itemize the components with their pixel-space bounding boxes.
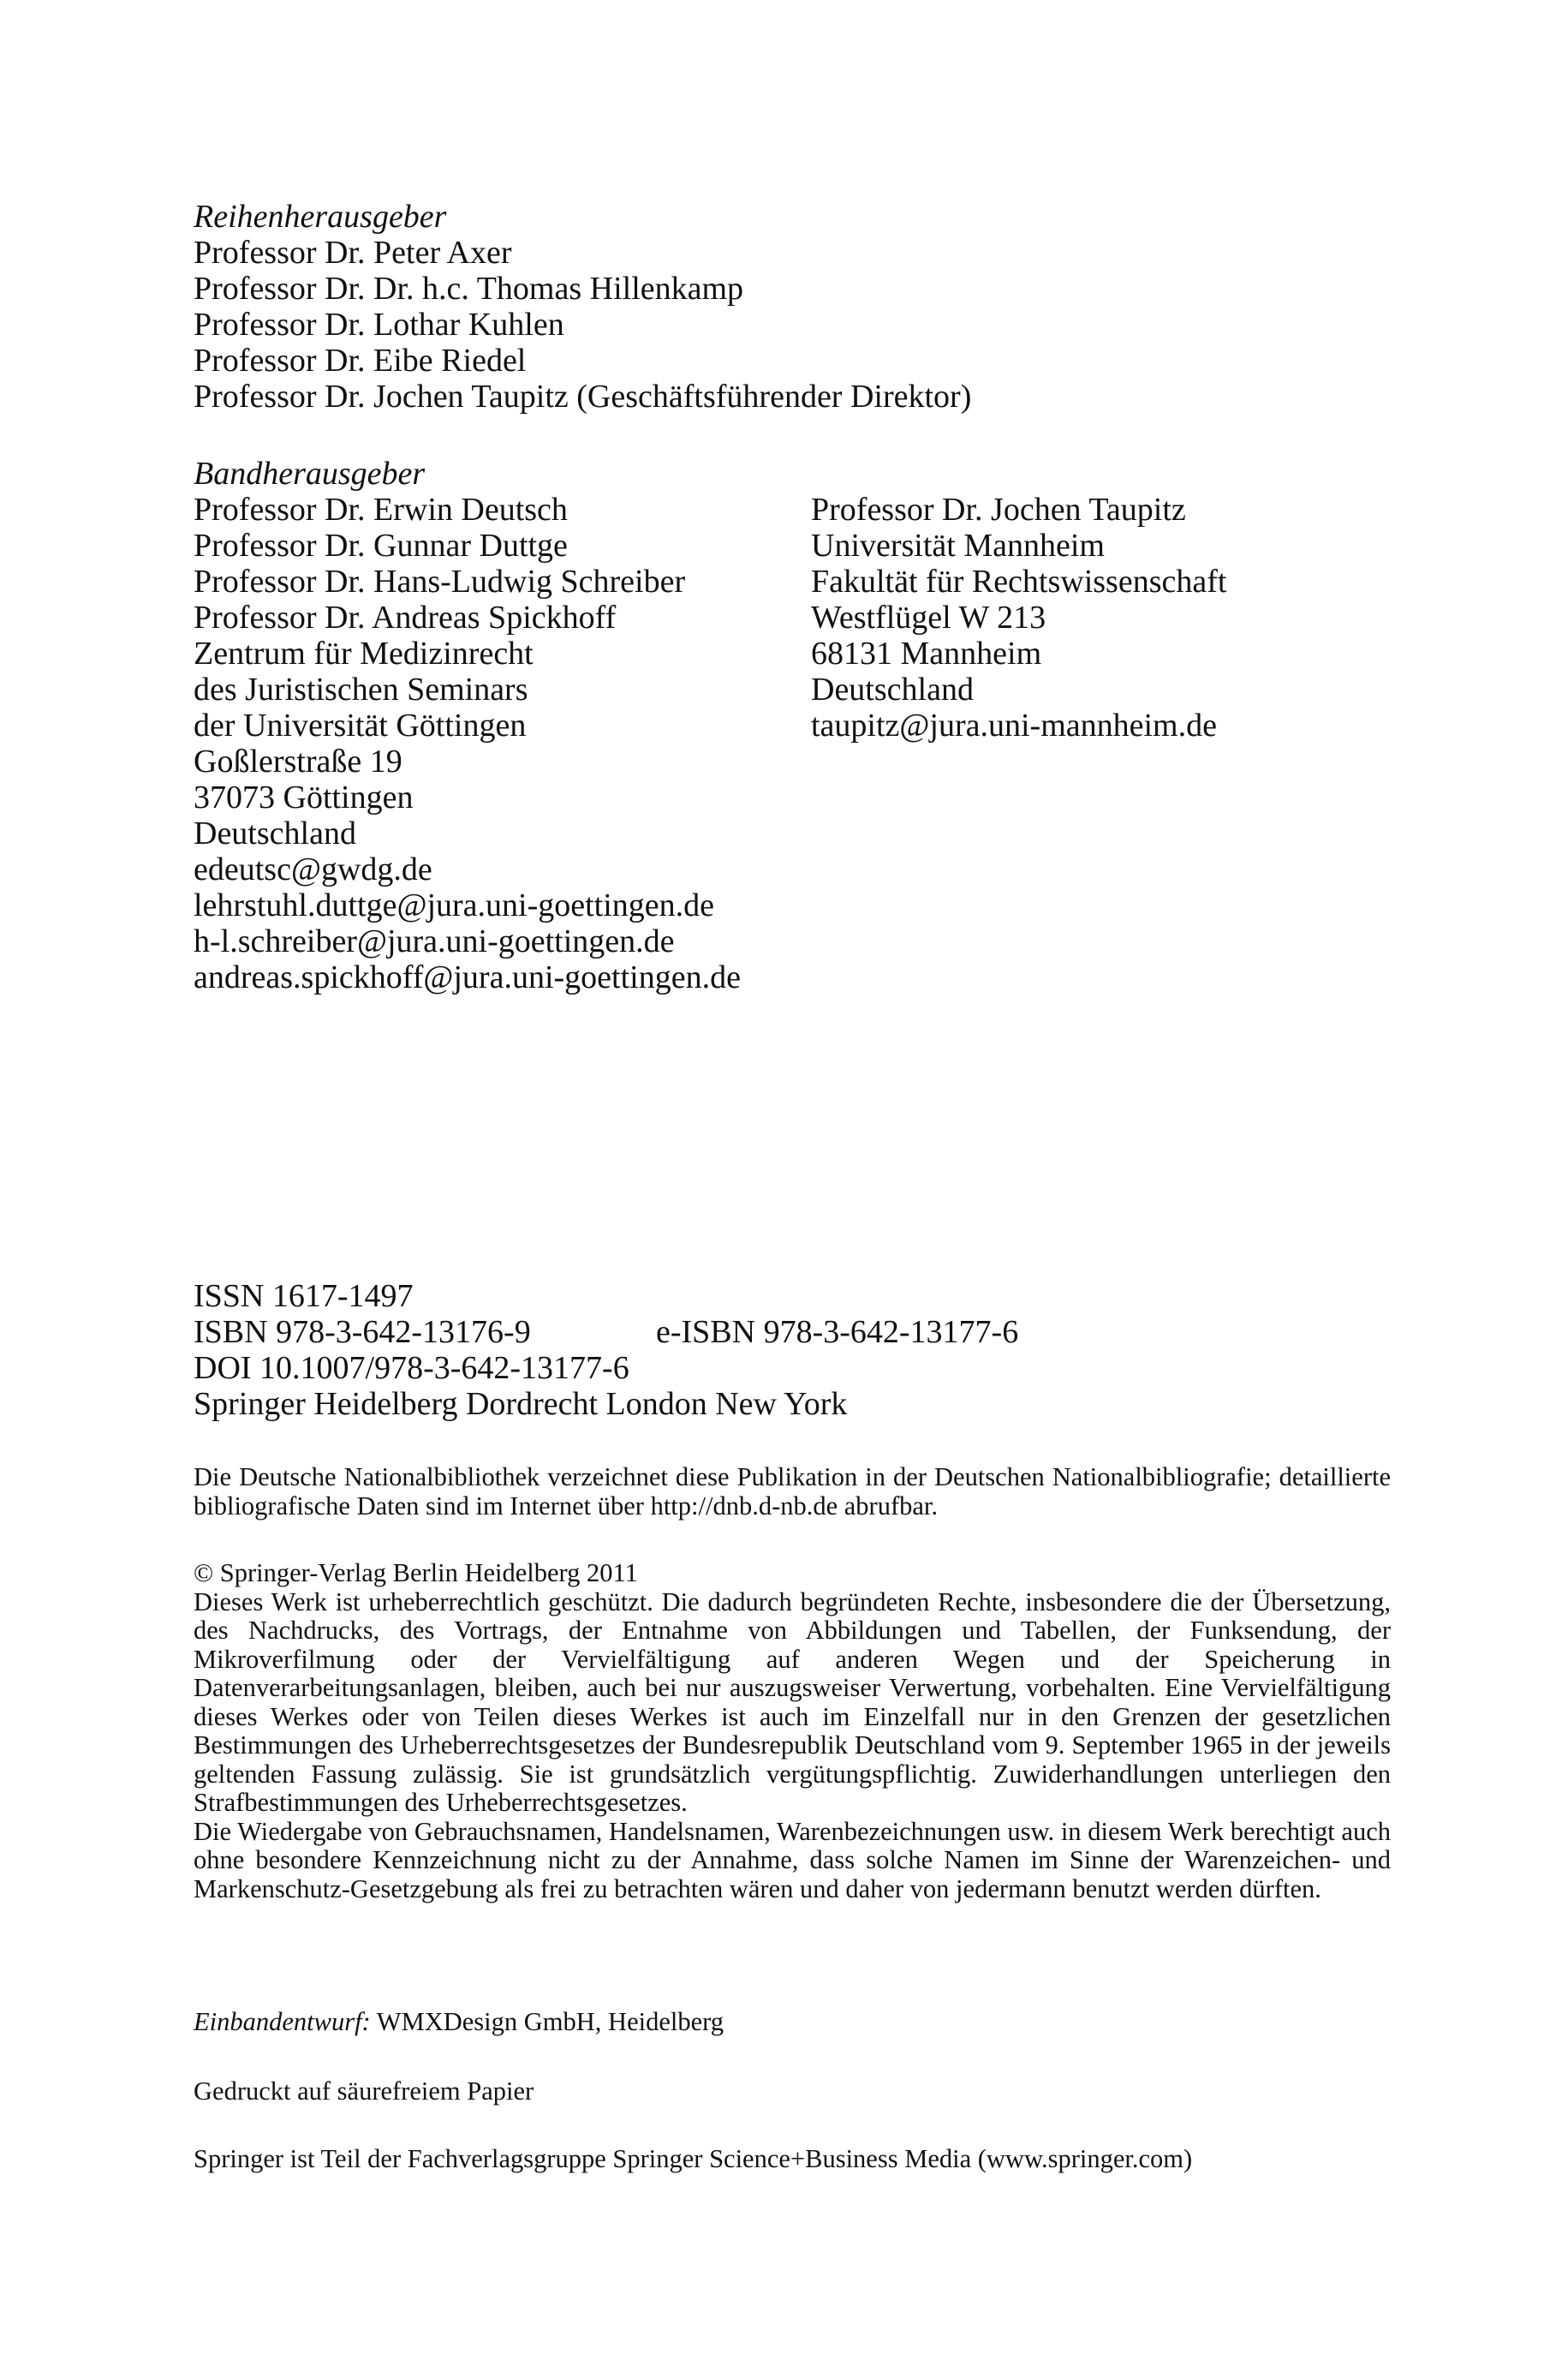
email-address: taupitz@jura.uni-mannheim.de xyxy=(811,708,1217,744)
doi: DOI 10.1007/978-3-642-13177-6 xyxy=(194,1350,629,1386)
address-line: Zentrum für Medizinrecht xyxy=(194,636,534,672)
series-editor-name: Professor Dr. Jochen Taupitz (Geschäftsführender Direktor) xyxy=(194,379,972,415)
copyright-line: © Springer-Verlag Berlin Heidelberg 2011 xyxy=(194,1558,638,1587)
springer-note: Springer ist Teil der Fachverlagsgruppe Springer Science+Business Media (www.springer.com) xyxy=(194,2144,1193,2173)
copyright-paragraph: Dieses Werk ist urheberrechtlich geschützt. Die dadurch begründeten Rechte, insbesondere die der Übersetzung, des Nachdrucks, des Vortrags, der Entnahme von Abbildungen und Tabellen, der Funksendung, der Mikroverfilmung oder der Vervielfältigung auf anderen Wegen und der Speicherung in Datenverarbeitungsanlagen, bleiben, auch bei nur auszugsweiser Verwertung, vorbehalten. Eine Vervielfältigung dieses Werkes oder von Teilen dieses Werkes ist auch im Einzelfall nur in den Grenzen der gesetzlichen Bestimmungen des Urheberrechtsgesetzes der Bundesrepublik Deutschland vom 9. September 1965 in der jeweils geltenden Fassung zulässig. Sie ist grundsätzlich vergütungspflichtig. Zuwiderhandlungen unterliegen den Strafbestimmungen des Urheberrechtsgesetzes. xyxy=(194,1586,1391,1817)
publisher-locations: Springer Heidelberg Dordrecht London New York xyxy=(194,1386,848,1422)
address-line: der Universität Göttingen xyxy=(194,708,527,744)
trademark-paragraph: Die Wiedergabe von Gebrauchsnamen, Handelsnamen, Warenbezeichnungen usw. in diesem Werk berechtigt auch ohne besondere Kennzeichnung nicht zu der Annahme, dass solche Namen im Sinne der Warenzeichen- und Markenschutz-Gesetzgebung als frei zu betrachten wären und daher von jedermann benutzt werden dürften. xyxy=(194,1816,1391,1903)
email-address: edeutsc@gwdg.de xyxy=(194,851,432,887)
email-address: lehrstuhl.duttge@jura.uni-goettingen.de xyxy=(194,887,715,923)
volume-editor-name: Professor Dr. Jochen Taupitz xyxy=(811,492,1186,528)
volume-editor-name: Professor Dr. Hans-Ludwig Schreiber xyxy=(194,564,686,600)
address-line: Westflügel W 213 xyxy=(811,600,1046,636)
address-line: Fakultät für Rechtswissenschaft xyxy=(811,564,1227,600)
e-isbn: e-ISBN 978-3-642-13177-6 xyxy=(656,1314,1019,1350)
series-editor-name: Professor Dr. Peter Axer xyxy=(194,235,512,271)
volume-editor-name: Professor Dr. Andreas Spickhoff xyxy=(194,600,617,636)
identifiers-block xyxy=(194,1278,1018,1422)
address-line: 37073 Göttingen xyxy=(194,780,414,816)
email-address: h-l.schreiber@jura.uni-goettingen.de xyxy=(194,923,675,959)
address-line: Universität Mannheim xyxy=(811,528,1105,564)
volume-editor-name: Professor Dr. Gunnar Duttge xyxy=(194,528,568,564)
address-line: Goßlerstraße 19 xyxy=(194,744,402,780)
series-editor-name: Professor Dr. Dr. h.c. Thomas Hillenkamp xyxy=(194,271,744,307)
series-editor-name: Professor Dr. Lothar Kuhlen xyxy=(194,307,564,343)
copyright-block xyxy=(194,1559,1391,1903)
volume-editor-name: Professor Dr. Erwin Deutsch xyxy=(194,492,568,528)
cover-design-label: Einbandentwurf: xyxy=(194,2007,371,2036)
address-line: 68131 Mannheim xyxy=(811,636,1042,672)
series-editors-block xyxy=(194,199,971,415)
issn: ISSN 1617-1497 xyxy=(194,1278,414,1314)
cover-design-value: WMXDesign GmbH, Heidelberg xyxy=(376,2007,724,2036)
address-line: Deutschland xyxy=(811,672,974,708)
paper-note: Gedruckt auf säurefreiem Papier xyxy=(194,2076,534,2106)
series-editor-name: Professor Dr. Eibe Riedel xyxy=(194,343,527,379)
address-line: des Juristischen Seminars xyxy=(194,672,528,708)
isbn: ISBN 978-3-642-13176-9 xyxy=(194,1314,531,1350)
volume-editors-block xyxy=(194,456,741,995)
address-line: Deutschland xyxy=(194,816,356,851)
cover-design-line xyxy=(194,2008,1391,2037)
isbn-row xyxy=(194,1314,1018,1350)
dnb-notice: Die Deutsche Nationalbibliothek verzeichnet diese Publikation in der Deutschen Nationalbibliografie; detaillierte bibliografische Daten sind im Internet über http://dnb.d-nb.de abrufbar. xyxy=(194,1462,1391,1521)
volume-editor-right-block xyxy=(811,492,1226,744)
series-editors-heading: Reihenherausgeber xyxy=(194,199,447,235)
volume-editors-heading: Bandherausgeber xyxy=(194,456,426,492)
email-address: andreas.spickhoff@jura.uni-goettingen.de xyxy=(194,959,741,995)
